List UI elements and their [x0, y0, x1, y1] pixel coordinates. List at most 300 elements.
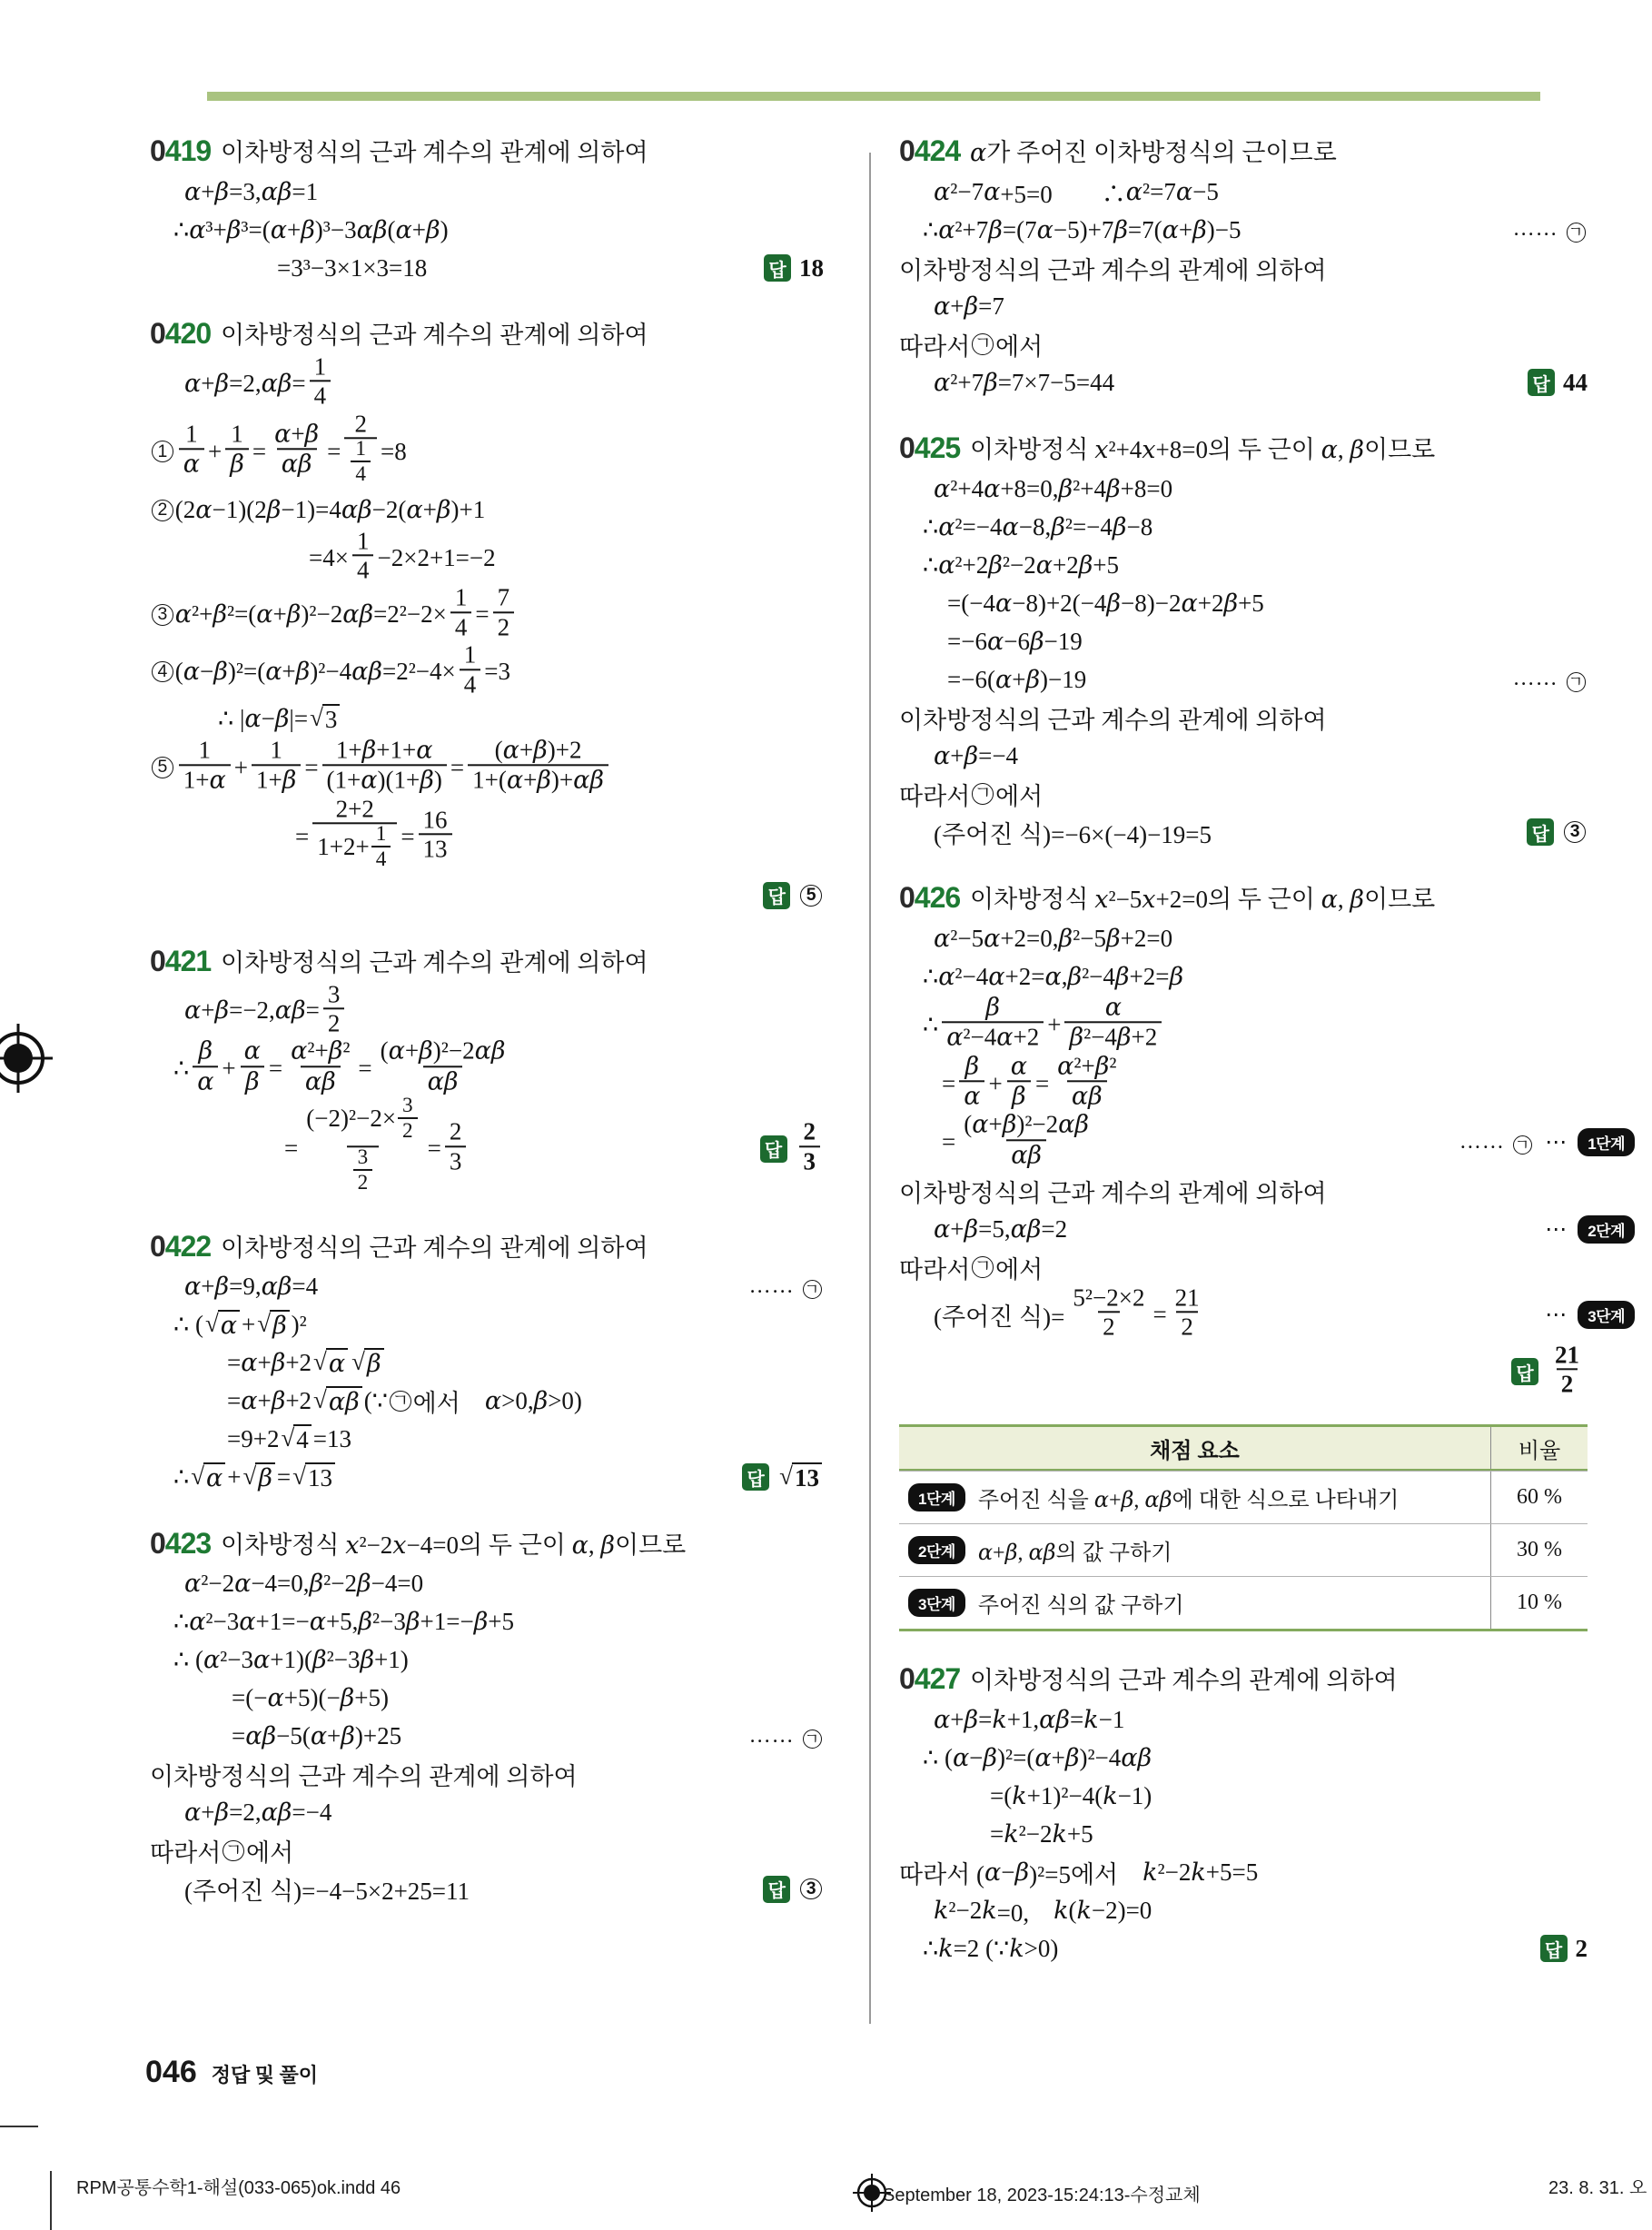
solution-line [150, 1833, 824, 1869]
solution-line [899, 1701, 1588, 1738]
fraction-numerator: 1 [355, 437, 366, 461]
imprint-timestamp [852, 2173, 1201, 2213]
problem-number [150, 945, 221, 978]
solution-math: 따라서 ㄱ 에서 [899, 332, 1044, 361]
math-variable: β [1027, 1141, 1043, 1170]
solution-math: ∴ α ²−3 α +1=− α +5, β ²−3 β +1=− β +5 [173, 1608, 515, 1636]
solution-math: ∴ α ²=−4 α −8, β ²=−4 β −8 [923, 512, 1153, 541]
math-variable: k [1012, 1781, 1027, 1810]
problem-number [899, 134, 970, 168]
problem-statement: 이차방정식의 근과 계수의 관계에 의하여 [970, 1667, 1398, 1695]
fraction-numerator: 2+2 [335, 794, 374, 822]
math-variable: β [274, 705, 290, 734]
solution-line [150, 877, 824, 914]
math-variable: α [395, 215, 412, 244]
answer [763, 1876, 824, 1903]
problem-number-digits: 419 [164, 134, 212, 167]
radicand: 4 [293, 1424, 312, 1455]
solution-line [899, 920, 1588, 956]
fraction-numerator: α²+β² [291, 1036, 351, 1065]
fraction [252, 738, 301, 794]
math-variable: α [571, 1531, 589, 1560]
math-variable: α [309, 1608, 326, 1636]
radical-sign: √ [292, 1462, 306, 1490]
fraction-denominator: 3 [445, 1145, 467, 1174]
fraction-denominator: 2 [353, 1169, 373, 1194]
problem-number-digits: 422 [164, 1229, 212, 1263]
fraction-denominator [193, 1065, 218, 1095]
radical-sign: √ [351, 1347, 365, 1375]
math-variable: β [304, 420, 320, 449]
solution-math: 1 $\frac{1}{\alpha}$ + $\frac{1}{\beta}$ = $\frac{\alpha+\beta}{\alpha\beta}$ = $\frac{2}{\frac{1}{4}}$ =8 [150, 413, 407, 491]
math-variable: β [964, 1214, 979, 1244]
math-variable: β [988, 215, 1003, 244]
math-variable: β [295, 658, 311, 686]
solution-math: 따라서 ( α − β )²=5에서 k ²−2 k +5=5 [899, 1858, 1259, 1888]
math-variable: β [1051, 512, 1065, 541]
grading-table-header-ratio: 비율 [1490, 1427, 1588, 1469]
math-variable: β [1112, 512, 1127, 541]
solution-line [150, 527, 824, 586]
math-variable: α [1125, 177, 1143, 206]
math-variable: β [533, 736, 548, 765]
math-variable: α [261, 177, 278, 206]
math-variable: β [1169, 962, 1184, 991]
answer-badge: 답 [760, 1135, 787, 1163]
math-variable: α [310, 1722, 328, 1750]
line-right-annotations [742, 1274, 824, 1299]
math-variable: β [1055, 1705, 1071, 1734]
math-variable: β [1064, 1743, 1080, 1772]
math-variable: α [220, 1311, 237, 1340]
solution-math: =3³−3×1×3=18 [277, 253, 428, 282]
math-variable: β [372, 215, 388, 244]
solution-line [899, 1739, 1588, 1776]
solution-line [150, 640, 824, 699]
radicand: 3 [322, 704, 341, 735]
solution-math: (주어진 식)= $\frac{\text{5²−2×2}}{2}$ = $\frac{21}{2}$ [899, 1287, 1208, 1343]
math-variable: β [983, 1743, 998, 1772]
math-variable: α [977, 1540, 994, 1566]
grading-criteria-text: 주어진 식을 α+β, αβ에 대한 식으로 나타내기 [977, 1487, 1400, 1513]
problem-number-prefix: 0 [150, 317, 165, 350]
solution-line [899, 547, 1588, 583]
problem-number-prefix: 0 [150, 1526, 165, 1560]
math-variable: β [1029, 627, 1044, 656]
fraction-denominator: 4 [351, 461, 371, 485]
fraction-numerator: 7 [497, 583, 510, 611]
radicand [203, 1462, 225, 1493]
fraction-numerator: 2 [449, 1117, 462, 1145]
answer [1527, 818, 1588, 846]
math-variable: α [342, 600, 360, 629]
solution-line [150, 794, 824, 876]
math-variable: α [938, 215, 955, 244]
imprint-timestamp-text: September 18, 2023-15:24:13-수정교체 [883, 2185, 1201, 2205]
line-right-annotations [1452, 1128, 1635, 1156]
math-variable: α [970, 139, 987, 167]
solution-math: ∴ k =2 (∵ k >0) [923, 1934, 1059, 1963]
fraction [225, 421, 249, 478]
math-variable: α [209, 765, 226, 794]
fraction-numerator [961, 1053, 984, 1080]
section-top-bar [207, 92, 1540, 101]
problem-statement: 이차방정식의 근과 계수의 관계에 의하여 [221, 139, 648, 166]
solution-line [899, 1211, 1625, 1247]
problem-statement: 이차방정식 x²+4x+8=0의 두 근이 α, β이므로 [970, 436, 1436, 464]
math-variable: α [934, 177, 951, 206]
math-variable: k [938, 1934, 954, 1963]
solution-line [899, 1283, 1625, 1343]
solution-line [899, 623, 1588, 659]
math-variable: β [984, 368, 998, 397]
radicand [326, 1348, 348, 1379]
solution-math: 3 α ²+ β ²=( α + β )²−2 α β =2²−2× $\frac{1}{4}$ = $\frac{7}{2}$ [150, 587, 518, 642]
square-root [205, 1310, 240, 1341]
math-variable: α [1028, 1540, 1044, 1566]
math-variable: α [938, 550, 955, 580]
solution-line [150, 1460, 824, 1496]
problem-0421 [150, 943, 824, 1199]
reference-mark: ㄱ [390, 1391, 411, 1412]
fraction-denominator: α²−4α+2 [942, 1022, 1044, 1051]
solution-line [899, 1173, 1588, 1209]
math-variable: β [964, 1051, 980, 1080]
grading-table-row [899, 1523, 1588, 1576]
math-variable: k [1083, 1705, 1099, 1734]
step-badge: 1단계 [908, 1483, 965, 1511]
math-variable: β [286, 600, 302, 629]
math-variable: β [985, 993, 1001, 1022]
solution-line [899, 250, 1588, 286]
math-variable: α [506, 766, 524, 795]
math-variable: β [1223, 589, 1239, 618]
math-variable: α [1057, 1051, 1074, 1080]
problem-number-digits: 427 [914, 1662, 961, 1696]
math-variable: α [474, 1036, 491, 1065]
solution-math: 2 (2 α −1)(2 β −1)=4 α β −2( α + β )+1 [150, 496, 485, 524]
math-variable: α [184, 369, 202, 398]
answer [763, 882, 824, 909]
fraction-denominator: 2 [398, 1117, 418, 1142]
math-variable: x [1094, 886, 1109, 914]
right-column [899, 133, 1625, 1968]
fraction-denominator [179, 448, 204, 477]
radical-sign: √ [779, 1462, 793, 1490]
page-footer-label: 정답 및 풀이 [211, 2064, 318, 2086]
math-variable: x [1094, 436, 1109, 464]
fraction-denominator: 4 [460, 669, 481, 697]
fraction [286, 1038, 354, 1095]
fraction-numerator: 3 [357, 1145, 369, 1169]
solution-line [899, 585, 1588, 621]
solution-math: =(− α +5)(− β +5) [232, 1684, 390, 1712]
math-variable: k [1191, 1858, 1206, 1887]
line-right-annotations [1538, 1215, 1635, 1244]
math-variable: β [537, 766, 551, 795]
radicand: 13 [305, 1462, 335, 1493]
solution-math: ∴ α ³+ β ³=( α + β )³−3 α β ( α + β ) [173, 215, 449, 244]
math-variable: α [261, 369, 278, 398]
math-variable: α [1093, 1487, 1109, 1513]
solution-math: (주어진 식)=−4−5×2+25=11 [184, 1878, 470, 1905]
math-variable: β [443, 1066, 459, 1095]
page-footer [145, 2055, 318, 2090]
math-variable: β [258, 1463, 272, 1492]
answer-value [777, 1462, 824, 1493]
fraction [352, 528, 374, 583]
math-variable: α [243, 1036, 261, 1065]
answer-badge: 답 [1511, 1358, 1538, 1385]
solution-line [899, 364, 1588, 401]
solution-math: ∴ $\frac{\beta}{\text{α²−4α+2}}$ + $\frac{\alpha}{\text{β²−4β+2}}$ [899, 996, 1165, 1054]
answer-badge: 답 [763, 882, 790, 909]
problem-header [150, 1228, 824, 1264]
math-variable: k [1009, 1934, 1024, 1963]
solution-line [899, 993, 1588, 1054]
math-variable: β [277, 1273, 292, 1301]
circled-number: 3 [1564, 821, 1586, 843]
math-variable: α [388, 1036, 405, 1065]
solution-math: =( k +1)²−4( k −1) [990, 1781, 1152, 1810]
fraction [376, 1038, 510, 1095]
problem-number [150, 1527, 221, 1561]
problem-number-digits: 421 [164, 944, 212, 977]
math-variable: β [292, 996, 306, 1026]
math-variable: α [234, 1570, 252, 1598]
solution-line [150, 1871, 824, 1908]
solution-math: ∴ α ²+2 β ²−2 α +2 β +5 [923, 550, 1120, 580]
radicand [270, 1310, 290, 1341]
solution-math: ∴ $\frac{\beta}{\alpha}$ + $\frac{\alpha}{\beta}$ = $\frac{\text{α²+β²}}{\alpha\beta}$ = $\frac{\text{(α+β)²−2αβ}}{\alpha\beta}$ [150, 1040, 513, 1097]
fraction [460, 641, 481, 697]
math-variable: k [1004, 1819, 1019, 1848]
fraction-denominator: 4 [450, 611, 472, 639]
problem-header [899, 879, 1588, 915]
grading-table-row [899, 1576, 1588, 1629]
fraction-denominator: 2 [493, 611, 515, 639]
solution-line [899, 471, 1588, 507]
math-variable: β [1004, 1540, 1018, 1566]
solution-math: = α + β +2 √ αβ (∵ ㄱ 에서 α >0, β >0) [227, 1385, 582, 1417]
math-variable: α [206, 1463, 223, 1492]
math-variable: k [1054, 1896, 1069, 1925]
math-variable: β [1094, 1051, 1110, 1080]
answer-value: 2 [1575, 1934, 1588, 1962]
math-variable: α [1144, 1487, 1160, 1513]
fraction-denominator: 1+(α+β)+αβ [468, 764, 608, 793]
fraction [312, 796, 397, 873]
fraction [799, 1119, 821, 1174]
math-variable: β [1058, 474, 1073, 503]
math-variable: β [1350, 886, 1364, 914]
radical-sign: √ [242, 1462, 257, 1490]
math-variable: α [964, 1082, 981, 1111]
reference-mark: ㄱ [223, 1840, 244, 1862]
line-right-annotations [1506, 667, 1588, 691]
math-variable: α [984, 474, 1001, 503]
fraction [398, 1095, 418, 1143]
grading-criteria-cell [899, 1577, 1490, 1629]
math-variable: α [1071, 1082, 1089, 1111]
math-variable: α [241, 1387, 258, 1415]
solution-math: α + β = k +1, α β = k −1 [934, 1705, 1125, 1734]
answer-value [798, 1878, 824, 1900]
fraction-denominator [1007, 1080, 1031, 1109]
fraction-numerator: 21 [1555, 1341, 1579, 1369]
line-right-annotations [753, 1117, 825, 1176]
grading-criteria-cell [899, 1472, 1490, 1523]
math-variable: β [214, 996, 230, 1026]
solution-math: α ²−7 α +5=0 ∴ α ²=7 α −5 [934, 177, 1219, 208]
solution-math: ∴ ( α ²−3 α +1)( β ²−3 β +1) [173, 1646, 409, 1674]
solution-line [899, 661, 1588, 698]
solution-line [150, 492, 824, 529]
radicand [218, 1310, 240, 1341]
math-variable: α [1162, 215, 1179, 244]
fraction-numerator: 3 [327, 979, 341, 1007]
solution-math: α + β =2, α β =−4 [184, 1799, 332, 1827]
solution-line [150, 1680, 824, 1717]
square-root [242, 1462, 274, 1493]
fraction-numerator: α+β [274, 420, 320, 449]
math-variable: α [245, 1722, 262, 1750]
circled-number: 1 [152, 441, 173, 462]
math-variable: β [226, 215, 242, 244]
math-variable: β [1078, 550, 1093, 580]
left-column [150, 133, 824, 1909]
answer-badge: 답 [1528, 369, 1555, 396]
fraction [240, 1038, 265, 1095]
math-variable: α [1058, 1110, 1075, 1139]
fraction-numerator: 1 [463, 640, 477, 669]
solution-line [150, 1795, 824, 1831]
fraction [322, 737, 447, 794]
math-variable: β [214, 369, 230, 398]
solution-math: k ²−2 k =0, k ( k −2)=0 [934, 1896, 1152, 1927]
problem-number-prefix: 0 [150, 944, 165, 977]
step-badge: 1단계 [1578, 1128, 1635, 1156]
solution-line [150, 1269, 824, 1305]
radical-sign: √ [204, 1309, 219, 1337]
solution-line [899, 958, 1588, 995]
solution-math: 이차방정식의 근과 계수의 관계에 의하여 [899, 256, 1327, 284]
fraction-denominator: 2 [1557, 1368, 1578, 1396]
problem-0423 [150, 1525, 824, 1908]
math-variable: β [214, 177, 230, 206]
circled-number: 4 [152, 661, 173, 683]
solution-math: =4× $\frac{1}{4}$ −2×2+1=−2 [309, 527, 496, 584]
step-badge: 3단계 [1578, 1301, 1635, 1329]
problem-statement: 이차방정식의 근과 계수의 관계에 의하여 [221, 322, 648, 349]
reference-mark: ㄱ [1568, 672, 1585, 691]
step-leader-dots: ⋯ [1545, 1131, 1568, 1155]
math-variable: α [984, 177, 1001, 206]
fraction-denominator: 2 [323, 1007, 345, 1036]
math-variable: α [934, 292, 951, 321]
grading-ratio-cell: 60 % [1490, 1472, 1588, 1523]
line-right-annotations [742, 1724, 824, 1749]
fraction [1064, 994, 1162, 1051]
solution-line [150, 1345, 824, 1382]
math-variable: α [1321, 886, 1338, 914]
fraction-numerator: (−2)²−2× $\frac{3}{2}$ [302, 1096, 423, 1145]
fraction-numerator: 1 [356, 527, 370, 555]
solution-line [899, 1816, 1588, 1852]
math-variable: k [934, 1896, 949, 1925]
fraction [450, 585, 472, 640]
math-variable: β [214, 1273, 230, 1301]
solution-math: ∴ | α − β |= √ 3 [150, 704, 341, 735]
answer-value [1547, 1341, 1588, 1400]
solution-math: ∴ α ²+7 β =(7 α −5)+7 β =7( α + β )−5 [923, 215, 1241, 244]
math-variable: β [419, 1036, 433, 1065]
solution-math: ∴ ( √ α + √ β )² [173, 1309, 307, 1340]
answer [1528, 369, 1588, 397]
problem-0426 [899, 879, 1625, 1631]
fraction [1550, 1342, 1584, 1397]
radical-sign: √ [281, 1423, 295, 1452]
math-variable: α [1011, 1141, 1028, 1170]
problem-number-digits: 424 [914, 134, 961, 167]
math-variable: α [994, 665, 1013, 694]
radical-sign: √ [313, 1385, 327, 1413]
math-variable: β [282, 765, 297, 794]
math-variable: α [328, 1349, 346, 1378]
math-variable: α [304, 1066, 322, 1095]
problem-number [150, 317, 221, 351]
math-variable: k [1103, 1781, 1118, 1810]
math-variable: α [1321, 436, 1338, 464]
reference-mark: ㄱ [972, 783, 994, 805]
answer-value: 44 [1563, 368, 1588, 396]
answer [1511, 1341, 1588, 1400]
math-variable: β [473, 1608, 489, 1636]
solution-line [899, 1341, 1588, 1400]
fraction-denominator [1067, 1080, 1107, 1109]
circled-number: 5 [152, 757, 173, 778]
math-variable: α [946, 1023, 964, 1052]
fraction-denominator: 3 [799, 1145, 821, 1174]
solution-math: = 2+2 1+2+ $\frac{1}{4}$ = $\frac{16}{13}$ [150, 798, 456, 876]
math-variable: β [1121, 1487, 1134, 1513]
problem-number-prefix: 0 [899, 431, 915, 464]
math-variable: α [361, 766, 378, 795]
line-right-annotations [1504, 1341, 1588, 1400]
math-variable: β [301, 215, 315, 244]
math-variable: β [436, 496, 451, 525]
fraction-numerator [240, 1038, 265, 1065]
square-root [313, 1386, 362, 1417]
solution-line [150, 1566, 824, 1602]
solution-math: = $\frac{\beta}{\alpha}$ + $\frac{\alpha}{\beta}$ = $\frac{\text{α²+β²}}{\alpha\beta}$ [899, 1056, 1124, 1113]
fraction [310, 353, 331, 409]
step-badge: 2단계 [908, 1536, 965, 1564]
grading-criteria-text: α+β, αβ의 값 구하기 [977, 1540, 1172, 1566]
solution-line [150, 409, 824, 491]
solution-math: 이차방정식의 근과 계수의 관계에 의하여 [150, 1763, 578, 1790]
fraction-denominator [344, 437, 377, 488]
math-variable: β [1025, 665, 1041, 694]
math-variable: β [1012, 1082, 1026, 1111]
math-variable: α [938, 512, 955, 541]
math-variable: β [1116, 1023, 1132, 1052]
math-variable: α [986, 627, 1004, 656]
math-variable: β [589, 766, 604, 795]
math-variable: β [1088, 1082, 1103, 1111]
math-variable: β [244, 1066, 260, 1095]
solution-math: α + β =3, α β =1 [184, 177, 319, 206]
